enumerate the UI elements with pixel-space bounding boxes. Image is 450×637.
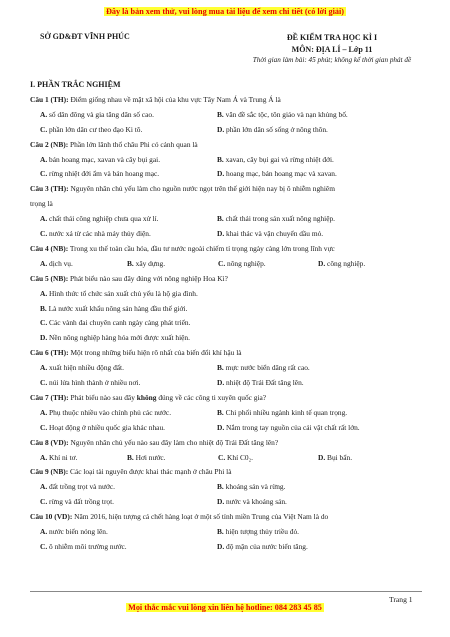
- option-key: C.: [40, 497, 48, 507]
- answer-option: [40, 153, 160, 168]
- question-stem: [30, 465, 430, 480]
- option-key: A.: [40, 452, 48, 462]
- question: [30, 242, 430, 272]
- option-text: nước và khoáng sản.: [224, 497, 287, 507]
- option-text: hiện tượng thủy triều đỏ.: [223, 527, 300, 536]
- question-text: Nguyên nhân chủ yếu nào sau đây làm cho nhiệt độ Trái Đất tăng lên?: [68, 437, 279, 447]
- question-stem: [30, 272, 430, 287]
- question-text: Phát biểu nào sau đây đúng với nông nghiệp Hoa Kì?: [68, 273, 228, 283]
- option-key: A.: [40, 109, 48, 119]
- option-row: [30, 212, 430, 227]
- answer-option: [40, 406, 171, 421]
- answer-option: [217, 153, 334, 168]
- option-text: Nền nông nghiệp hàng hóa mới được xuất hiện.: [47, 333, 190, 343]
- answer-option: [217, 480, 285, 495]
- option-key: C.: [40, 318, 48, 328]
- option-row: [30, 525, 430, 540]
- question: [30, 182, 430, 242]
- option-key: C.: [40, 169, 48, 179]
- answer-option: [40, 331, 190, 346]
- question-text: Trong xu thế toàn cầu hóa, đầu tư nước ngoài chiếm tỉ trọng ngày càng lớn trong lĩnh vực: [68, 243, 335, 253]
- answer-option: [40, 257, 73, 272]
- question-stem: [30, 182, 430, 197]
- option-text: Là nước xuất khẩu nông sản hàng đầu thế giới.: [46, 303, 188, 313]
- option-row: [30, 495, 430, 510]
- question-stem: [30, 436, 430, 451]
- option-key: B.: [217, 407, 224, 417]
- option-key: B.: [217, 363, 224, 373]
- answer-option: [40, 108, 154, 123]
- preview-notice-banner: Đây là bản xem thử, vui lòng mua tài liệu để xem chi tiết (có lời giải): [105, 7, 344, 16]
- question: [30, 510, 430, 555]
- answer-option: [217, 212, 335, 227]
- answer-option: [40, 316, 190, 331]
- option-row: [30, 302, 430, 317]
- option-text: công nghiệp.: [325, 258, 366, 268]
- option-text: Bụi bẩn.: [325, 452, 353, 462]
- answer-option: [217, 540, 308, 555]
- answer-option: [217, 361, 310, 376]
- exam-time: Thời gian làm bài: 45 phút; không kể thời gian phát đề: [252, 56, 412, 64]
- option-row: [30, 257, 430, 272]
- question-label: Câu 4 (NB):: [30, 243, 69, 253]
- option-text: nhiệt độ Trái Đất tăng lên.: [224, 378, 304, 388]
- option-text: xuất hiện nhiều động đất.: [47, 363, 124, 373]
- question: [30, 93, 430, 138]
- option-text: khai thác và vận chuyển dầu mỏ.: [224, 229, 324, 239]
- option-row: [30, 227, 430, 242]
- answer-option: [40, 376, 140, 391]
- option-text: xây dựng.: [133, 258, 166, 268]
- option-key: C.: [40, 124, 48, 134]
- answer-option: [318, 257, 365, 272]
- option-key: D.: [217, 169, 225, 179]
- section-title: I. PHẦN TRẮC NGHIỆM: [30, 80, 121, 89]
- question-label: Câu 3 (TH):: [30, 184, 69, 194]
- option-text: đất trồng trọt và nước.: [47, 482, 116, 492]
- question: [30, 272, 430, 346]
- option-text: chất thải công nghiệp chưa qua xử lí.: [47, 214, 159, 224]
- answer-option: [40, 525, 108, 540]
- option-row: [30, 123, 430, 138]
- answer-option: [40, 227, 151, 242]
- question-label: Câu 1 (TH):: [30, 95, 69, 104]
- question-text: Năm 2016, hiện tượng cá chết hàng loạt ở một số tỉnh miền Trung của Việt Nam là do: [72, 512, 329, 522]
- option-row: [30, 421, 430, 436]
- option-text: độ mặn của nước biển tăng.: [224, 541, 308, 551]
- answer-option: [217, 376, 304, 391]
- footer-divider: [30, 591, 422, 592]
- answer-option: [217, 525, 299, 540]
- question: [30, 346, 430, 391]
- option-key: B.: [217, 154, 224, 164]
- question-text: Các loại tài nguyên được khai thác mạnh ở châu Phi là: [68, 467, 232, 477]
- answer-option: [217, 406, 347, 421]
- option-key: D.: [217, 229, 225, 239]
- option-key: B.: [217, 482, 224, 492]
- option-row: [30, 480, 430, 495]
- question: [30, 391, 430, 436]
- option-key: C.: [40, 378, 48, 388]
- option-key: A.: [40, 363, 48, 373]
- option-text: nông nghiệp.: [225, 258, 266, 268]
- question-label: Câu 9 (NB):: [30, 467, 69, 477]
- option-text: bán hoang mạc, xavan và cây bụi gai.: [47, 154, 161, 164]
- option-text: núi lửa hình thành ở nhiều nơi.: [47, 378, 141, 388]
- question-stem: [30, 138, 430, 153]
- option-key: A.: [40, 527, 48, 536]
- answer-option: [217, 421, 360, 436]
- answer-option: [40, 451, 77, 466]
- option-key: A.: [40, 407, 48, 417]
- question: [30, 138, 430, 183]
- answer-option: [218, 451, 253, 466]
- option-key: D.: [217, 378, 225, 388]
- option-key: C.: [218, 452, 226, 462]
- answer-option: [40, 421, 165, 436]
- option-text: số dân đông và gia tăng dân số cao.: [47, 109, 154, 119]
- answer-option: [40, 361, 124, 376]
- option-text: phần lớn dân cư theo đạo Ki tô.: [47, 124, 143, 134]
- answer-option: [127, 257, 165, 272]
- question-text: Phần lớn lãnh thổ châu Phi có cảnh quan là: [68, 139, 198, 149]
- answer-option: [217, 123, 328, 138]
- question-stem: [30, 391, 430, 406]
- option-key: D.: [318, 452, 326, 462]
- option-text: Nắm trong tay nguồn của cải vật chất rất lớn.: [224, 422, 360, 432]
- question-text: Một trong những biểu hiện rõ nhất của biến đổi khí hậu là: [68, 348, 242, 358]
- answer-option: [217, 495, 287, 510]
- department-name: SỞ GD&ĐT VĨNH PHÚC: [40, 32, 130, 41]
- question-label: Câu 7 (TH):: [30, 392, 69, 402]
- option-key: C.: [40, 541, 48, 551]
- option-key: D.: [217, 541, 225, 551]
- option-row: [30, 451, 430, 466]
- exam-subject: MÔN: ĐỊA LÍ – Lớp 11: [291, 44, 373, 54]
- option-key: D.: [318, 258, 326, 268]
- answer-option: [40, 480, 115, 495]
- question-emphasis: không: [136, 392, 157, 402]
- option-key: B.: [127, 452, 134, 462]
- option-key: A.: [40, 288, 48, 298]
- answer-option: [318, 451, 352, 466]
- option-key: B.: [40, 303, 47, 313]
- option-row: [30, 108, 430, 123]
- option-row: [30, 316, 430, 331]
- question-label: Câu 5 (NB):: [30, 273, 69, 283]
- option-key: D.: [217, 422, 225, 432]
- question: [30, 436, 430, 466]
- exam-header: [232, 32, 432, 67]
- option-key: C.: [40, 229, 48, 239]
- question-text: Điểm giống nhau về mặt xã hội của khu vực Tây Nam Á và Trung Á là: [68, 95, 281, 104]
- option-key: A.: [40, 482, 48, 492]
- option-key: A.: [40, 214, 48, 224]
- option-key: A.: [40, 258, 48, 268]
- answer-option: [217, 227, 323, 242]
- answer-option: [40, 212, 158, 227]
- option-text: Các vành đai chuyên canh ngày càng phát triển.: [47, 318, 191, 328]
- question-stem-continued: trọng là: [30, 199, 53, 209]
- answer-option: [40, 287, 198, 302]
- page-number: Trang 1: [389, 595, 413, 604]
- option-row: [30, 167, 430, 182]
- question-list: [30, 93, 430, 555]
- option-row: [30, 376, 430, 391]
- option-row: [30, 287, 430, 302]
- option-key: B.: [127, 258, 134, 268]
- question-text: Phát biểu nào sau đây: [68, 392, 137, 402]
- option-text: mực nước biển dâng rất cao.: [223, 363, 310, 373]
- option-text: dịch vụ.: [47, 258, 73, 268]
- option-text: xavan, cây bụi gai và rừng nhiệt đới.: [223, 154, 334, 164]
- option-text: rừng và đất trồng trọt.: [47, 497, 114, 507]
- question-text: Nguyên nhân chủ yếu làm cho nguồn nước ngọt trên thế giới hiện nay bị ô nhiễm nghiêm: [68, 184, 335, 194]
- question-stem: [30, 242, 430, 257]
- answer-option: [217, 167, 337, 182]
- option-text: rừng nhiệt đới ẩm và bán hoang mạc.: [47, 169, 160, 179]
- option-key: D.: [40, 333, 48, 343]
- option-row: [30, 153, 430, 168]
- answer-option: [40, 495, 114, 510]
- exam-title: ĐỀ KIỂM TRA HỌC KÌ I: [286, 33, 378, 42]
- hotline-banner: Mọi thắc mắc vui lòng xin liên hệ hotline: 084 283 45 85: [128, 603, 322, 612]
- answer-option: [127, 451, 166, 466]
- answer-option: [40, 302, 187, 317]
- question-label: Câu 2 (NB):: [30, 139, 69, 149]
- answer-option: [217, 108, 348, 123]
- option-text: Hoạt động ở nhiều quốc gia khác nhau.: [47, 422, 166, 432]
- option-text: nước biển nóng lên.: [47, 527, 108, 536]
- option-text: phần lớn dân số sống ở nông thôn.: [224, 124, 328, 134]
- option-key: B.: [217, 109, 224, 119]
- option-row: [30, 331, 430, 346]
- option-key: B.: [217, 527, 224, 536]
- option-text: Khí C0₂.: [225, 452, 254, 462]
- option-key: A.: [40, 154, 48, 164]
- option-text: hoang mạc, bán hoang mạc và xavan.: [224, 169, 337, 179]
- question-label: Câu 6 (TH):: [30, 348, 69, 358]
- option-text: khoáng sản và rừng.: [223, 482, 286, 492]
- question-stem: [30, 93, 430, 108]
- option-key: C.: [40, 422, 48, 432]
- question: [30, 465, 430, 510]
- option-text: chất thải trong sản xuất nông nghiệp.: [223, 214, 336, 224]
- option-row: [30, 540, 430, 555]
- option-text: Hơi nước.: [133, 452, 166, 462]
- question-label: Câu 10 (VD):: [30, 512, 73, 522]
- answer-option: [40, 540, 127, 555]
- option-text: Khí ni tơ.: [47, 452, 78, 462]
- question-label: Câu 8 (VD):: [30, 437, 69, 447]
- option-text: văn đề sắc tộc, tôn giáo và nạn khủng bố.: [223, 109, 348, 119]
- question-stem: [30, 510, 430, 525]
- option-text: Phụ thuộc nhiều vào chính phủ các nước.: [47, 407, 172, 417]
- question-stem: [30, 346, 430, 361]
- option-row: [30, 406, 430, 421]
- option-key: B.: [217, 214, 224, 224]
- option-key: C.: [218, 258, 226, 268]
- option-text: Chi phối nhiều ngành kinh tế quan trọng.: [223, 407, 348, 417]
- answer-option: [40, 123, 142, 138]
- question-text-after: đúng về các công ti xuyên quốc gia?: [156, 392, 267, 402]
- answer-option: [40, 167, 159, 182]
- option-key: D.: [217, 497, 225, 507]
- option-key: D.: [217, 124, 225, 134]
- option-row: [30, 361, 430, 376]
- option-text: Hình thức tổ chức sản xuất chủ yếu là hộ gia đình.: [47, 288, 198, 298]
- option-text: nước xả từ các nhà máy thủy điện.: [47, 229, 151, 239]
- answer-option: [218, 257, 266, 272]
- option-text: ô nhiễm môi trường nước.: [47, 541, 127, 551]
